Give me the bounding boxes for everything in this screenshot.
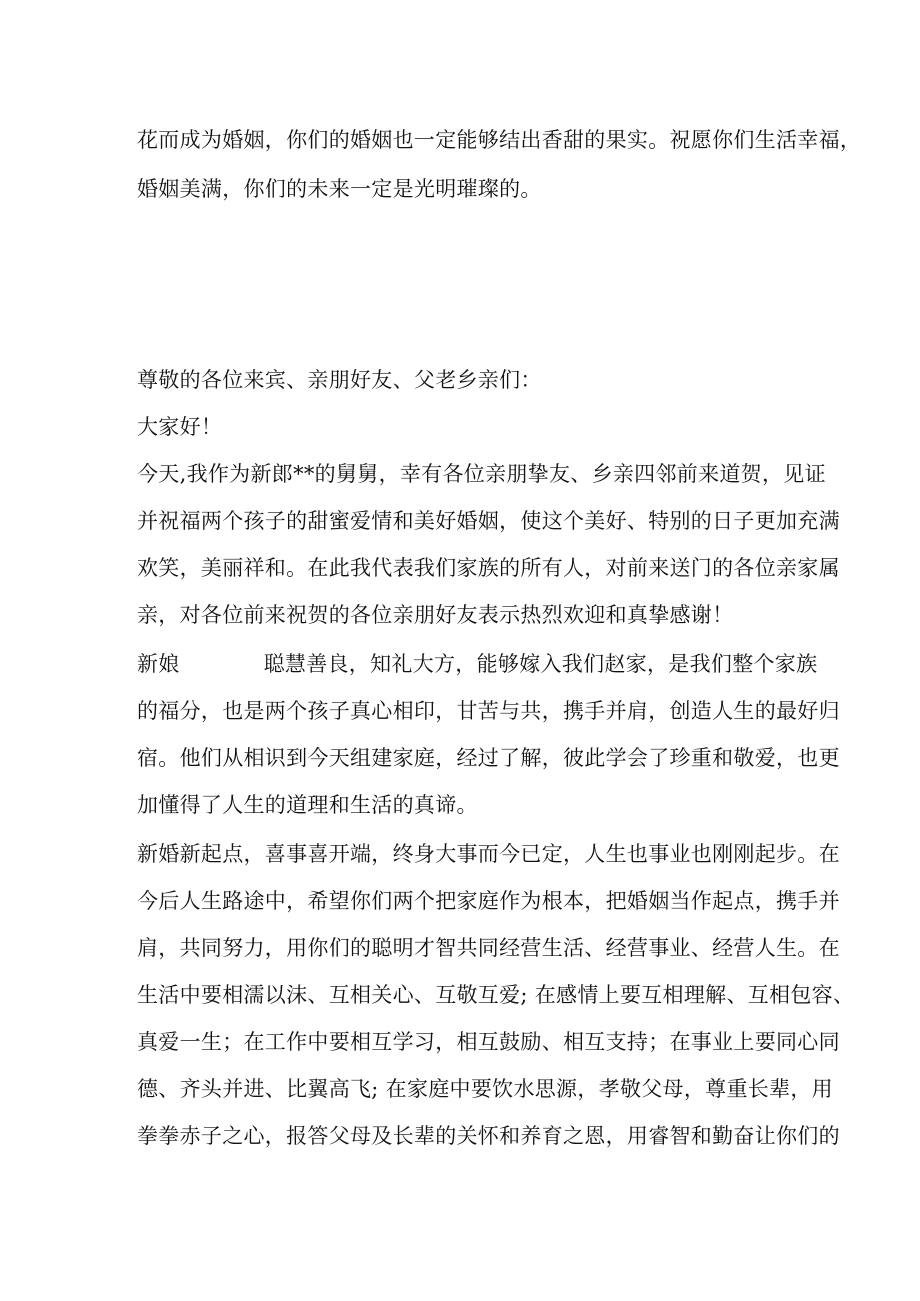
- paragraph3-line-5: 真爱一生；在工作中要相互学习，相互鼓励、相互支持；在事业上要同心同: [137, 1030, 840, 1054]
- paragraph1-line-3: 欢笑，美丽祥和。在此我代表我们家族的所有人，对前来送门的各位亲家属: [137, 556, 840, 580]
- fragment-line-1: 花而成为婚姻，你们的婚姻也一定能够结出香甜的果实。祝愿你们生活幸福，: [137, 128, 862, 152]
- fragment-line-2: 婚姻美满，你们的未来一定是光明璀璨的。: [137, 177, 542, 201]
- paragraph1-line-4: 亲，对各位前来祝贺的各位亲朋好友表示热烈欢迎和真挚感谢！: [137, 603, 734, 627]
- paragraph1-line-1: 今天,我作为新郎**的舅舅，幸有各位亲朋挚友、乡亲四邻前来道贺，见证: [137, 462, 826, 486]
- paragraph3-line-3: 肩，共同努力，用你们的聪明才智共同经营生活、经营事业、经营人生。在: [137, 936, 840, 960]
- paragraph3-line-2: 今后人生路途中，希望你们两个把家庭作为根本，把婚姻当作起点，携手并: [137, 889, 840, 913]
- paragraph2-first-rest: 聪慧善良，知礼大方，能够嫁入我们赵家，是我们整个家族: [263, 652, 818, 676]
- paragraph1-line-2: 并祝福两个孩子的甜蜜爱情和美好婚姻，使这个美好、特别的日子更加充满: [137, 509, 840, 533]
- paragraph3-line-6: 德、齐头并进、比翼高飞; 在家庭中要饮水思源，孝敬父母，尊重长辈，用: [137, 1077, 833, 1101]
- greeting: 大家好！: [137, 415, 223, 439]
- salutation: 尊敬的各位来宾、亲朋好友、父老乡亲们：: [137, 368, 542, 392]
- paragraph3-line-7: 拳拳赤子之心，报答父母及长辈的关怀和养育之恩，用睿智和勤奋让你们的: [137, 1124, 840, 1148]
- paragraph2-line-2: 的福分，也是两个孩子真心相印，甘苦与共，携手并肩，创造人生的最好归: [137, 699, 840, 723]
- paragraph2-line-3: 宿。他们从相识到今天组建家庭，经过了解，彼此学会了珍重和敬爱，也更: [137, 746, 840, 770]
- paragraph3-line-1: 新婚新起点，喜事喜开端，终身大事而今已定，人生也事业也刚刚起步。在: [137, 842, 840, 866]
- paragraph2-bride: 新娘: [137, 652, 180, 676]
- paragraph2-line-1: [137, 650, 817, 678]
- paragraph2-line-4: 加懂得了人生的道理和生活的真谛。: [137, 793, 478, 817]
- paragraph3-line-4: 生活中要相濡以沫、互相关心、互敬互爱; 在感情上要互相理解、互相包容、: [137, 983, 855, 1007]
